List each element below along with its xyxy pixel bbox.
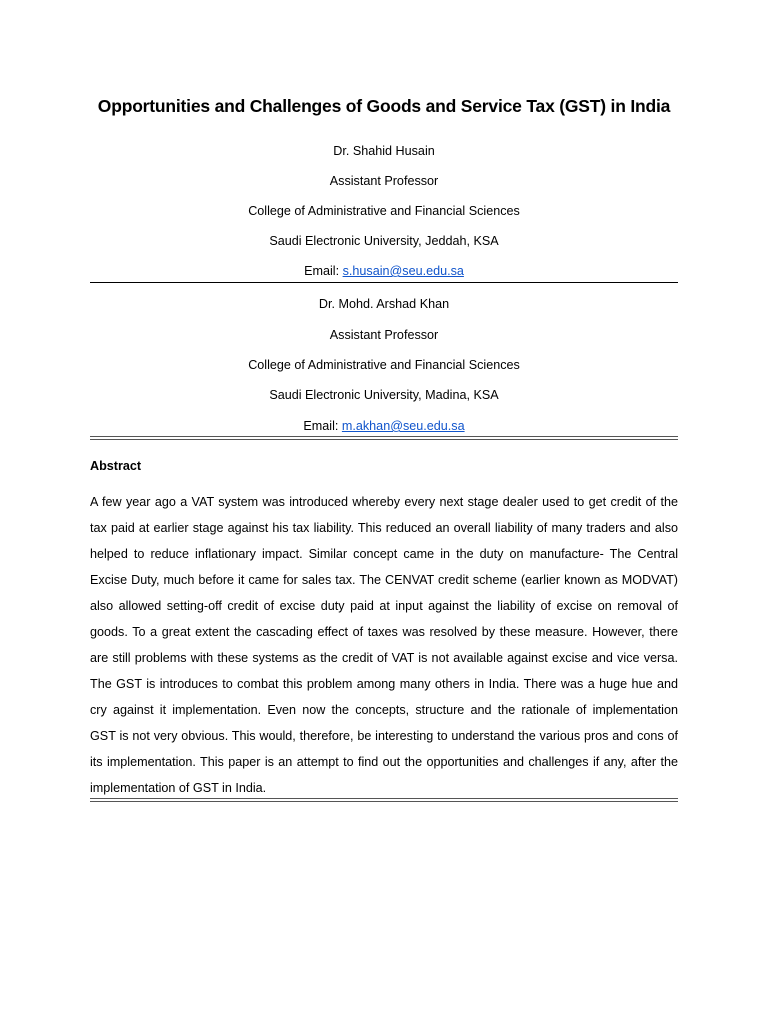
author-2-email-label: Email: (303, 419, 342, 433)
abstract-line: goods. To a great extent the cascading effect of taxes was resolved by these measure. However, there (90, 625, 678, 639)
author-2-email-line (0, 417, 768, 435)
author-2-university: Saudi Electronic University, Madina, KSA (269, 388, 499, 402)
abstract-line: A few year ago a VAT system was introduced whereby every next stage dealer used to get credit of the (90, 495, 678, 509)
abstract-line: tax paid at earlier stage against his tax liability. This reduced an overall liability of many traders and also (90, 521, 678, 535)
abstract-line: GST is not very obvious. This would, therefore, be interesting to understand the various pros and cons of (90, 729, 678, 743)
abstract-line: cry against it implementation. Even now the concepts, structure and the rationale of implementation (90, 703, 678, 717)
abstract-bottom-rule (90, 798, 678, 802)
abstract-heading: Abstract (90, 459, 142, 473)
abstract-body (90, 489, 678, 801)
author-2-email-link[interactable]: m.akhan@seu.edu.sa (341, 419, 465, 433)
abstract-line: are still problems with these systems as the credit of VAT is not available against excise and vice versa. (90, 651, 678, 665)
abstract-line: helped to reduce inflationary impact. Similar concept came in the duty on manufacture- The Central (90, 547, 678, 561)
abstract-line: Excise Duty, much before it came for sales tax. The CENVAT credit scheme (earlier known as MODVAT) (90, 573, 678, 587)
author-2-department: College of Administrative and Financial Sciences (248, 358, 520, 372)
author-1-email-line (0, 262, 768, 280)
abstract-line: also allowed setting-off credit of excise duty paid at input against the liability of excise on removal of (90, 599, 678, 613)
author-2-position: Assistant Professor (329, 328, 439, 342)
abstract-line: its implementation. This paper is an attempt to find out the opportunities and challenges if any, after the (90, 755, 678, 769)
paper-title: Opportunities and Challenges of Goods and Service Tax (GST) in India (97, 96, 671, 116)
author-1-department: College of Administrative and Financial Sciences (248, 204, 520, 218)
abstract-line: implementation of GST in India. (90, 781, 267, 795)
author-1-email-label: Email: (304, 264, 343, 278)
abstract-line: The GST is introduces to combat this problem among many others in India. There was a huge hue and (90, 677, 678, 691)
author-2-name: Dr. Mohd. Arshad Khan (318, 297, 450, 311)
author-1-position: Assistant Professor (329, 174, 439, 188)
author-1-email-link[interactable]: s.husain@seu.edu.sa (342, 264, 464, 278)
author-separator-rule (90, 282, 678, 283)
header-bottom-rule (90, 436, 678, 440)
author-1-name: Dr. Shahid Husain (333, 144, 435, 158)
author-1-university: Saudi Electronic University, Jeddah, KSA (269, 234, 499, 248)
